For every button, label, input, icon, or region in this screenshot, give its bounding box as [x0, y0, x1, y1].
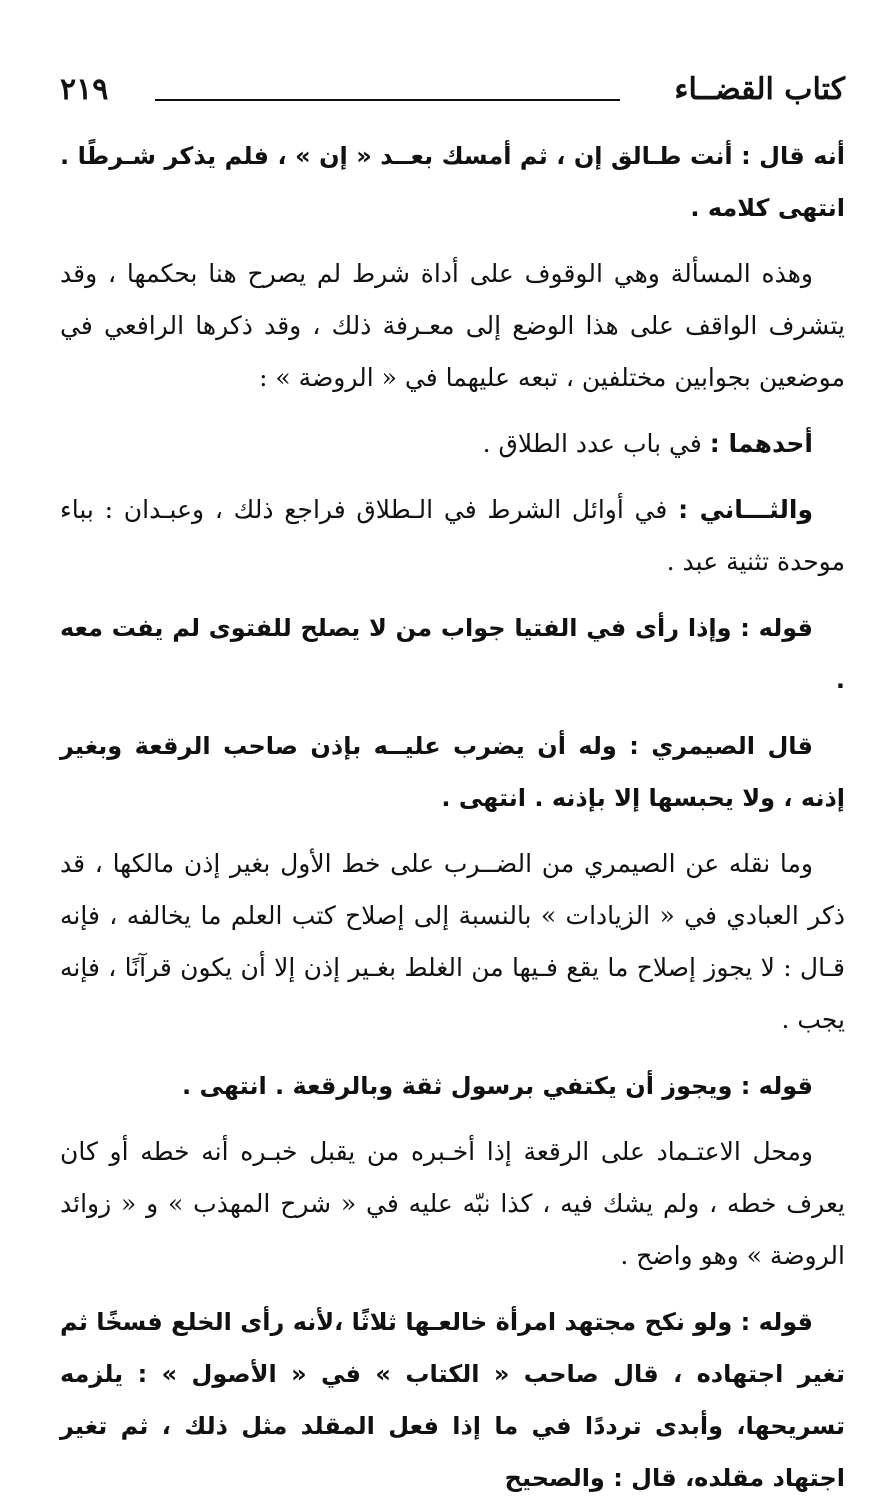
- paragraph-5: قوله : وإذا رأى في الفتيا جواب من لا يصلح للفتوى لم يفت معه .: [60, 614, 845, 694]
- paragraph-3-text: في باب عدد الطلاق .: [482, 429, 710, 458]
- paragraph-3: [60, 418, 845, 470]
- page-body: [60, 130, 845, 1504]
- paragraph-9: ومحل الاعتـماد على الرقعة إذا أخـبره من يقبل خبـره أنه خطه أو كان يعرف خطه ، ولم يشك فيه ، كذا نبّه عليه في « شرح المهذب » و « زوائد الروضة » وهو واضح .: [60, 1137, 845, 1270]
- paragraph-4: [60, 484, 845, 588]
- header-rule: [155, 99, 620, 101]
- paragraph-7: وما نقله عن الصيمري من الضــرب على خط الأول بغير إذن مالكها ، قد ذكر العبادي في « الزيادات » بالنسبة إلى إصلاح كتب العلم ما يخالفه ، فإنه قـال : لا يجوز إصلاح ما يقع فـيها من الغلط بغـير إذن إلا أن يكون قرآنًا ، فإنه يجب .: [60, 849, 845, 1034]
- paragraph-4-text: في أوائل الشرط في الـطلاق فراجع ذلك ، وعبـدان : بباء موحدة تثنية عبد .: [60, 495, 845, 576]
- paragraph-6: قال الصيمري : وله أن يضرب عليــه بإذن صاحب الرقعة وبغير إذنه ، ولا يحبسها إلا بإذنه . انتهى .: [60, 732, 845, 812]
- page-header: [60, 72, 845, 122]
- running-title: كتاب القضــاء: [674, 72, 845, 107]
- page-number: ٢١٩: [60, 72, 109, 107]
- paragraph-4-lead: والثـــاني :: [678, 495, 814, 524]
- paragraph-10: قوله : ولو نكح مجتهد امرأة خالعـها ثلاثًا ،لأنه رأى الخلع فسخًا ثم تغير اجتهاده ، قال صاحب « الكتاب » في « الأصول » : يلزمه تسريحها، وأبدى ترددًا في ما إذا فعل المقلد مثل ذلك ، ثم تغير اجتهاد مقلده، قال : والصحيح: [60, 1308, 845, 1492]
- paragraph-3-lead: أحدهما :: [709, 429, 813, 458]
- paragraph-1: أنه قال : أنت طـالق إن ، ثم أمسك بعــد « إن » ، فلم يذكر شـرطًا . انتهى كلامه .: [60, 142, 845, 222]
- paragraph-8: قوله : ويجوز أن يكتفي برسول ثقة وبالرقعة . انتهى .: [182, 1072, 813, 1100]
- paragraph-2: وهذه المسألة وهي الوقوف على أداة شرط لم يصرح هنا بحكمها ، وقد يتشرف الواقف على هذا الوضع إلى معـرفة ذلك ، وقد ذكرها الرافعي في موضعين بجوابين مختلفين ، تبعه عليهما في « الروضة » :: [60, 259, 845, 392]
